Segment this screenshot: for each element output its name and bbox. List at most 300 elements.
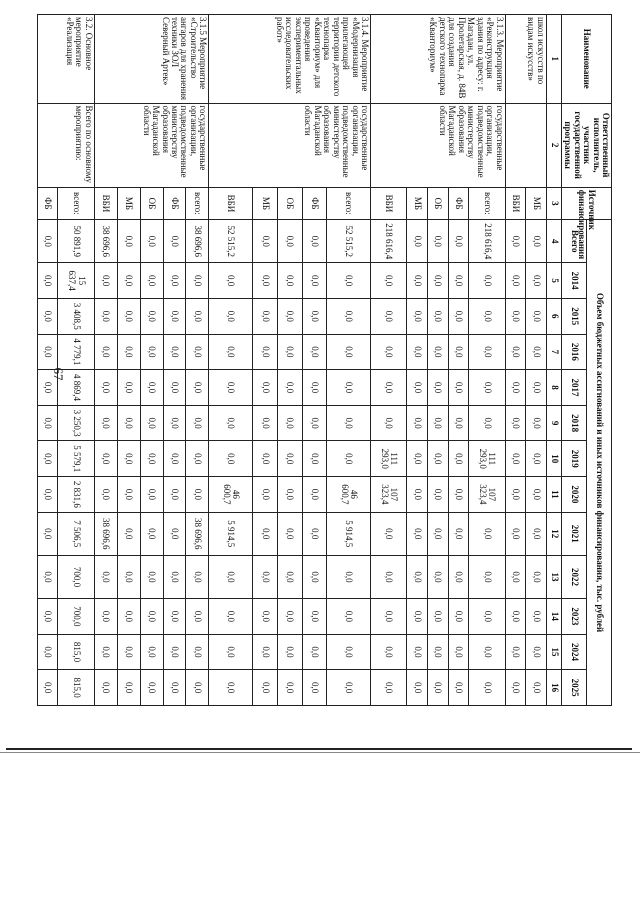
row-value-cell: 700,0 [58,599,94,635]
column-index-cell: 16 [546,670,561,706]
row-value-cell: 0,0 [117,441,140,477]
row-value-cell: 111 293,0 [370,441,406,477]
row-value-cell: 0,0 [253,670,278,706]
row-value-cell: 0,0 [448,555,469,598]
row-value-cell: 0,0 [94,298,117,334]
row-value-cell: 0,0 [140,405,163,441]
row-value-cell: 0,0 [526,634,547,670]
header-year: 2025 [561,670,586,706]
row-value-cell: 0,0 [209,441,253,477]
row-value-cell: 0,0 [327,555,371,598]
bottom-rule [6,748,632,750]
row-value-cell: 0,0 [94,599,117,635]
row-value-cell: 0,0 [253,220,278,263]
row-value-cell: 0,0 [277,670,302,706]
row-value-cell: 0,0 [94,405,117,441]
row-executor-cell: государственные организации, подведомственные министерству образования Магаданской области [209,103,371,187]
row-value-cell: 0,0 [94,370,117,406]
row-value-cell: 0,0 [117,512,140,555]
row-value-cell: 0,0 [427,220,448,263]
row-source-cell: МБ [526,187,547,219]
row-value-cell: 218 616,4 [469,220,505,263]
header-name: Наименование [561,15,611,104]
row-value-cell: 0,0 [505,220,526,263]
row-value-cell: 0,0 [427,334,448,370]
row-value-cell: 46 600,7 [209,477,253,513]
row-value-cell: 0,0 [526,670,547,706]
header-year: 2021 [561,512,586,555]
column-index-cell: 14 [546,599,561,635]
row-value-cell: 0,0 [163,599,186,635]
row-value-cell: 0,0 [209,298,253,334]
row-source-cell: ВБИ [94,187,117,219]
page-number: 67 [51,367,66,381]
row-value-cell: 0,0 [302,599,327,635]
row-value-cell: 0,0 [37,441,58,477]
row-value-cell: 0,0 [37,670,58,706]
column-index-cell: 12 [546,512,561,555]
row-value-cell: 0,0 [302,670,327,706]
row-value-cell: 0,0 [427,298,448,334]
row-value-cell: 0,0 [407,670,428,706]
header-year: 2014 [561,263,586,299]
row-value-cell: 0,0 [327,370,371,406]
row-value-cell: 0,0 [163,670,186,706]
row-value-cell: 0,0 [407,370,428,406]
budget-table-container [43,14,612,706]
column-index-cell: 9 [546,405,561,441]
row-name-cell: 3.1.4. Мероприятие «Модернизация прилегающей территории детского технопарка «Кванториум» для проведения экспериментальных исследовательских работ» [209,15,371,104]
header-volume: Объем бюджетных ассигнований и иных источников финансирования, тыс. рублей [586,220,611,706]
row-value-cell: 0,0 [327,441,371,477]
row-source-cell: ФБ [448,187,469,219]
row-value-cell: 0,0 [302,405,327,441]
row-value-cell: 4 869,4 [58,370,94,406]
row-value-cell: 0,0 [140,599,163,635]
row-value-cell: 0,0 [526,441,547,477]
row-value-cell: 0,0 [505,263,526,299]
row-source-cell: ВБИ [505,187,526,219]
row-value-cell: 0,0 [37,599,58,635]
row-value-cell: 0,0 [277,370,302,406]
row-value-cell: 700,0 [58,555,94,598]
row-value-cell: 0,0 [186,405,209,441]
row-value-cell: 0,0 [370,298,406,334]
row-executor-cell [505,103,546,187]
row-value-cell: 0,0 [469,512,505,555]
row-value-cell: 0,0 [505,634,526,670]
row-value-cell: 0,0 [253,334,278,370]
row-value-cell: 2 831,6 [58,477,94,513]
row-value-cell: 0,0 [407,298,428,334]
row-value-cell: 0,0 [209,263,253,299]
row-value-cell: 0,0 [370,599,406,635]
row-value-cell: 0,0 [117,405,140,441]
row-value-cell: 0,0 [117,599,140,635]
row-value-cell: 0,0 [327,670,371,706]
row-value-cell: 0,0 [140,634,163,670]
row-value-cell: 0,0 [117,477,140,513]
row-value-cell: 0,0 [277,441,302,477]
row-value-cell: 0,0 [140,441,163,477]
row-value-cell: 0,0 [302,298,327,334]
row-value-cell: 0,0 [370,405,406,441]
row-value-cell: 0,0 [186,670,209,706]
row-value-cell: 0,0 [505,555,526,598]
row-value-cell: 0,0 [253,405,278,441]
row-value-cell: 4 779,1 [58,334,94,370]
row-value-cell: 0,0 [448,670,469,706]
row-value-cell: 0,0 [277,334,302,370]
row-value-cell: 15 637,4 [58,263,94,299]
row-value-cell: 0,0 [505,298,526,334]
row-value-cell: 0,0 [94,670,117,706]
header-total: Всего [561,220,586,263]
row-value-cell: 0,0 [186,263,209,299]
row-value-cell: 0,0 [277,512,302,555]
budget-table [37,14,612,706]
row-value-cell: 0,0 [448,405,469,441]
row-value-cell: 0,0 [505,370,526,406]
row-value-cell: 0,0 [302,334,327,370]
row-value-cell: 0,0 [370,370,406,406]
row-value-cell: 0,0 [407,555,428,598]
row-value-cell: 38 696,6 [186,220,209,263]
row-value-cell: 0,0 [327,334,371,370]
row-value-cell: 0,0 [37,334,58,370]
row-value-cell: 0,0 [448,477,469,513]
row-value-cell: 0,0 [327,263,371,299]
row-value-cell: 52 515,2 [209,220,253,263]
row-value-cell: 0,0 [448,370,469,406]
row-value-cell: 0,0 [302,441,327,477]
row-value-cell: 0,0 [469,555,505,598]
row-value-cell: 0,0 [505,670,526,706]
row-value-cell: 0,0 [253,441,278,477]
row-value-cell: 0,0 [448,512,469,555]
row-value-cell: 0,0 [117,263,140,299]
row-value-cell: 0,0 [37,512,58,555]
row-value-cell: 38 696,6 [94,512,117,555]
table-row [58,15,94,706]
row-value-cell: 0,0 [302,263,327,299]
header-year: 2016 [561,334,586,370]
row-value-cell: 0,0 [209,555,253,598]
row-value-cell: 218 616,4 [370,220,406,263]
row-value-cell: 0,0 [253,599,278,635]
row-value-cell: 0,0 [302,370,327,406]
row-value-cell: 0,0 [448,220,469,263]
row-value-cell: 0,0 [37,634,58,670]
column-index-cell: 8 [546,370,561,406]
row-value-cell: 0,0 [140,477,163,513]
row-value-cell: 38 696,6 [186,512,209,555]
header-year: 2020 [561,477,586,513]
row-value-cell: 0,0 [277,634,302,670]
row-value-cell: 0,0 [407,634,428,670]
header-year: 2017 [561,370,586,406]
row-value-cell: 0,0 [327,634,371,670]
row-value-cell: 0,0 [407,220,428,263]
row-value-cell: 0,0 [163,298,186,334]
header-year: 2024 [561,634,586,670]
row-value-cell: 0,0 [427,405,448,441]
row-source-cell: МБ [407,187,428,219]
row-value-cell: 0,0 [94,555,117,598]
row-value-cell: 0,0 [469,634,505,670]
row-value-cell: 107 323,4 [469,477,505,513]
row-value-cell: 107 323,4 [370,477,406,513]
row-value-cell: 0,0 [163,512,186,555]
column-index-cell: 15 [546,634,561,670]
row-executor-cell: государственные организации, подведомственные министерству образования Магаданской области [370,103,505,187]
row-value-cell: 0,0 [253,555,278,598]
row-executor-cell: Всего по основному мероприятию: [37,103,94,187]
row-source-cell: МБ [253,187,278,219]
row-value-cell: 0,0 [140,298,163,334]
row-value-cell: 0,0 [277,405,302,441]
row-value-cell: 0,0 [505,512,526,555]
row-name-cell: 3.1.3. Мероприятие «Реконструкция здания по адресу: г. Магадан, ул. Пролетарская, д. 84В для создания детского технопарка «Кванториум» [370,15,505,104]
header-year: 2019 [561,441,586,477]
row-value-cell: 0,0 [117,334,140,370]
row-value-cell: 0,0 [94,263,117,299]
row-value-cell: 0,0 [526,555,547,598]
row-value-cell: 0,0 [407,512,428,555]
table-row [469,15,505,706]
row-value-cell: 0,0 [448,263,469,299]
row-value-cell: 0,0 [370,512,406,555]
row-value-cell: 0,0 [505,441,526,477]
row-value-cell: 0,0 [117,670,140,706]
row-value-cell: 0,0 [526,477,547,513]
row-value-cell: 0,0 [327,599,371,635]
table-row [327,15,371,706]
row-value-cell: 0,0 [163,477,186,513]
row-value-cell: 50 891,9 [58,220,94,263]
row-value-cell: 0,0 [407,477,428,513]
row-source-cell: всего: [58,187,94,219]
row-value-cell: 0,0 [37,370,58,406]
column-index-cell: 11 [546,477,561,513]
row-source-cell: всего: [469,187,505,219]
header-source: Источник финансирования [561,187,611,219]
row-value-cell: 0,0 [277,263,302,299]
row-value-cell: 0,0 [302,555,327,598]
row-value-cell: 0,0 [140,220,163,263]
row-value-cell: 0,0 [407,405,428,441]
row-value-cell: 0,0 [526,370,547,406]
row-value-cell: 0,0 [140,555,163,598]
row-value-cell: 0,0 [253,263,278,299]
row-value-cell: 0,0 [469,298,505,334]
row-value-cell: 46 600,7 [327,477,371,513]
row-value-cell: 3 250,3 [58,405,94,441]
row-value-cell: 0,0 [186,477,209,513]
row-value-cell: 0,0 [526,220,547,263]
row-value-cell: 0,0 [277,555,302,598]
row-value-cell: 0,0 [140,512,163,555]
row-value-cell: 0,0 [448,634,469,670]
row-value-cell: 815,0 [58,670,94,706]
row-source-cell: ФБ [37,187,58,219]
row-value-cell: 0,0 [37,263,58,299]
row-value-cell: 0,0 [163,634,186,670]
row-value-cell: 0,0 [302,220,327,263]
row-value-cell: 0,0 [209,370,253,406]
row-value-cell: 0,0 [448,441,469,477]
row-source-cell: ОБ [277,187,302,219]
row-value-cell: 0,0 [407,334,428,370]
row-value-cell: 0,0 [209,599,253,635]
row-value-cell: 0,0 [163,263,186,299]
row-value-cell: 0,0 [209,334,253,370]
row-value-cell: 0,0 [94,634,117,670]
row-value-cell: 0,0 [526,512,547,555]
row-value-cell: 7 506,5 [58,512,94,555]
row-value-cell: 0,0 [94,334,117,370]
row-source-cell: всего: [186,187,209,219]
header-year: 2023 [561,599,586,635]
row-value-cell: 0,0 [253,370,278,406]
column-index-row [546,15,561,706]
row-value-cell: 0,0 [209,634,253,670]
row-value-cell: 0,0 [117,220,140,263]
header-year: 2022 [561,555,586,598]
column-index-cell: 13 [546,555,561,598]
row-value-cell: 0,0 [209,670,253,706]
header-row-1 [586,15,611,706]
row-name-cell: 3.1.5 Мероприятие «Строительство ангаров для хранения техники ЗОЛ Северный Артек» [94,15,209,104]
table-row [526,15,547,706]
row-value-cell: 0,0 [469,370,505,406]
row-value-cell: 0,0 [140,370,163,406]
column-index-cell: 1 [546,15,561,104]
row-source-cell: ВБИ [370,187,406,219]
row-value-cell: 0,0 [117,555,140,598]
row-value-cell: 0,0 [186,370,209,406]
row-value-cell: 0,0 [469,334,505,370]
row-value-cell: 0,0 [526,263,547,299]
row-value-cell: 0,0 [37,405,58,441]
row-value-cell: 0,0 [370,555,406,598]
row-value-cell: 0,0 [469,670,505,706]
row-value-cell: 0,0 [505,477,526,513]
row-value-cell: 0,0 [448,298,469,334]
row-value-cell: 0,0 [370,670,406,706]
bottom-rule-thin [0,752,640,753]
row-value-cell: 0,0 [140,334,163,370]
row-value-cell: 0,0 [407,599,428,635]
row-value-cell: 0,0 [186,298,209,334]
row-source-cell: ФБ [302,187,327,219]
row-value-cell: 0,0 [427,512,448,555]
row-value-cell: 0,0 [370,263,406,299]
row-value-cell: 0,0 [94,441,117,477]
row-value-cell: 0,0 [163,220,186,263]
header-year: 2015 [561,298,586,334]
row-value-cell: 0,0 [277,220,302,263]
row-value-cell: 0,0 [140,263,163,299]
column-index-cell: 4 [546,220,561,263]
row-value-cell: 0,0 [427,555,448,598]
row-source-cell: ВБИ [209,187,253,219]
row-value-cell: 0,0 [469,263,505,299]
row-value-cell: 0,0 [427,634,448,670]
row-source-cell: МБ [117,187,140,219]
row-value-cell: 0,0 [448,334,469,370]
row-value-cell: 0,0 [186,441,209,477]
row-value-cell: 0,0 [186,634,209,670]
row-value-cell: 0,0 [370,634,406,670]
row-value-cell: 0,0 [253,512,278,555]
column-index-cell: 7 [546,334,561,370]
column-index-cell: 6 [546,298,561,334]
row-value-cell: 0,0 [427,670,448,706]
row-value-cell: 0,0 [37,298,58,334]
row-value-cell: 5 914,5 [327,512,371,555]
column-index-cell: 5 [546,263,561,299]
row-value-cell: 0,0 [94,477,117,513]
row-value-cell: 0,0 [163,405,186,441]
row-value-cell: 0,0 [186,555,209,598]
row-value-cell: 0,0 [505,334,526,370]
row-value-cell: 0,0 [505,405,526,441]
row-value-cell: 0,0 [526,298,547,334]
table-body [37,15,546,706]
row-value-cell: 0,0 [407,263,428,299]
row-value-cell: 0,0 [302,477,327,513]
row-value-cell: 815,0 [58,634,94,670]
row-value-cell: 0,0 [407,441,428,477]
row-value-cell: 52 515,2 [327,220,371,263]
row-value-cell: 0,0 [163,555,186,598]
column-index-cell: 10 [546,441,561,477]
column-index-cell: 3 [546,187,561,219]
row-value-cell: 0,0 [526,405,547,441]
row-value-cell: 0,0 [253,634,278,670]
row-value-cell: 0,0 [505,599,526,635]
row-executor-cell: государственные организации, подведомственные министерству образования Магаданской области [94,103,209,187]
row-source-cell: всего: [327,187,371,219]
row-value-cell: 0,0 [163,370,186,406]
row-value-cell: 0,0 [469,405,505,441]
row-value-cell: 0,0 [302,512,327,555]
row-value-cell: 0,0 [37,220,58,263]
row-name-cell: 3.2. Основное мероприятие «Реализация [37,15,94,104]
row-value-cell: 0,0 [469,599,505,635]
row-value-cell: 0,0 [370,334,406,370]
row-value-cell: 0,0 [117,298,140,334]
row-value-cell: 0,0 [277,298,302,334]
row-value-cell: 0,0 [253,298,278,334]
row-value-cell: 0,0 [526,599,547,635]
row-value-cell: 0,0 [277,599,302,635]
row-name-cell: школ искусств по видам искусств» [505,15,546,104]
row-value-cell: 0,0 [253,477,278,513]
row-value-cell: 0,0 [448,599,469,635]
column-index-cell: 2 [546,103,561,187]
row-value-cell: 0,0 [37,477,58,513]
row-source-cell: ФБ [163,187,186,219]
row-value-cell: 38 696,6 [94,220,117,263]
row-source-cell: ОБ [427,187,448,219]
row-value-cell: 111 293,0 [469,441,505,477]
row-value-cell: 0,0 [427,263,448,299]
row-value-cell: 0,0 [427,477,448,513]
row-value-cell: 5 579,1 [58,441,94,477]
row-source-cell: ОБ [140,187,163,219]
